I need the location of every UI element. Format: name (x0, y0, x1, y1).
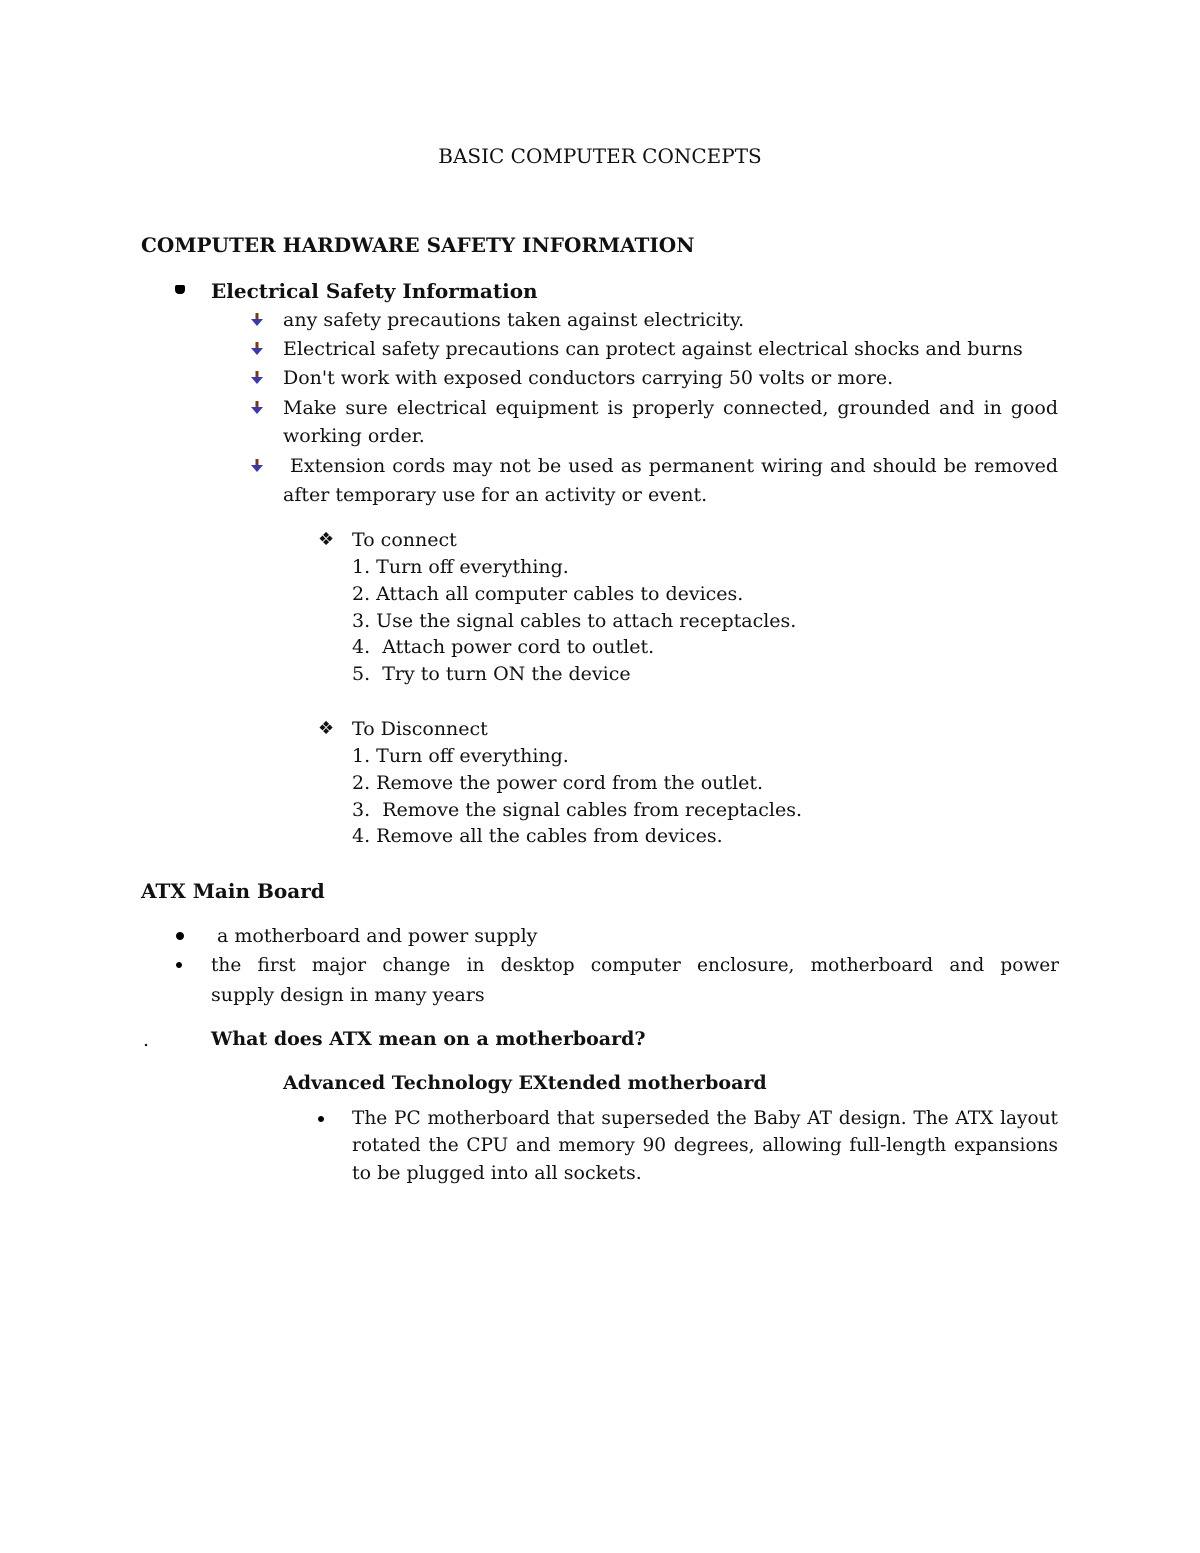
bullet-dot-icon (318, 1116, 324, 1122)
section-heading-atx: ATX Main Board (141, 879, 325, 903)
safety-item: Electrical safety precautions can protect against electrical shocks and burns (283, 338, 1023, 360)
atx-item: a motherboard and power supply (211, 925, 538, 947)
answer-line: rotated the CPU and memory 90 degrees, allowing full-length expansions (352, 1135, 1058, 1156)
atx-item: the first major change in desktop computer enclosure, motherboard and power (211, 955, 1059, 976)
diamond-bullet-icon: ❖ (318, 718, 335, 739)
safety-item: any safety precautions taken against electricity. (283, 309, 745, 331)
arrow-bullet-icon (250, 342, 264, 356)
connect-step: 5. Try to turn ON the device (352, 663, 631, 685)
arrow-bullet-icon (250, 371, 264, 385)
section-heading-safety: COMPUTER HARDWARE SAFETY INFORMATION (141, 233, 695, 257)
bullet-dot-icon (176, 962, 182, 968)
question-marker: . (143, 1029, 150, 1051)
safety-item: Don't work with exposed conductors carrying 50 volts or more. (283, 367, 894, 389)
safety-item-continued: working order. (283, 425, 425, 447)
disconnect-step: 1. Turn off everything. (352, 745, 569, 767)
answer-heading: Advanced Technology EXtended motherboard (283, 1072, 767, 1094)
disconnect-step: 2. Remove the power cord from the outlet. (352, 772, 764, 794)
safety-item-continued: after temporary use for an activity or event. (283, 484, 708, 506)
connect-step: 4. Attach power cord to outlet. (352, 636, 655, 658)
connect-step: 3. Use the signal cables to attach receptacles. (352, 610, 797, 632)
arrow-bullet-icon (250, 313, 264, 327)
bullet-dot-icon (176, 932, 184, 940)
page-title: BASIC COMPUTER CONCEPTS (438, 144, 762, 168)
answer-line: The PC motherboard that superseded the Baby AT design. The ATX layout (352, 1108, 1058, 1129)
safety-item: Extension cords may not be used as permanent wiring and should be removed (283, 455, 1058, 477)
arrow-bullet-icon (250, 459, 264, 473)
diamond-bullet-icon: ❖ (318, 529, 335, 550)
connect-step: 1. Turn off everything. (352, 556, 569, 578)
disconnect-label: To Disconnect (352, 718, 488, 740)
connect-step: 2. Attach all computer cables to devices. (352, 583, 744, 605)
safety-item: Make sure electrical equipment is properly connected, grounded and in good (283, 397, 1058, 419)
square-bullet-icon (175, 285, 185, 294)
disconnect-step: 3. Remove the signal cables from receptacles. (352, 799, 802, 821)
arrow-bullet-icon (250, 401, 264, 415)
answer-line: to be plugged into all sockets. (352, 1162, 642, 1184)
connect-label: To connect (352, 529, 457, 551)
subheading-electrical-safety: Electrical Safety Information (211, 279, 538, 303)
question-heading: What does ATX mean on a motherboard? (211, 1028, 646, 1050)
atx-item-continued: supply design in many years (211, 984, 485, 1006)
disconnect-step: 4. Remove all the cables from devices. (352, 825, 723, 847)
